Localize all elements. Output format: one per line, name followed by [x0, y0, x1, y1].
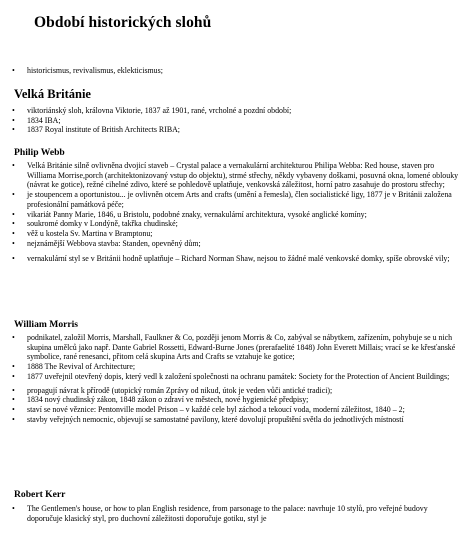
list-item: • viktoriánský sloh, královna Viktorie, 1837 až 1901, rané, vrcholné a pozdní období;	[0, 106, 476, 116]
list-item: • historicismus, revivalismus, eklekticismus;	[0, 66, 476, 76]
list-item: • podnikatel, založil Morris, Marshall, Faulkner & Co, později jenom Morris & Co, zabýval se nábytkem, zařízením, pohybuje se u nich skupina umělců jako např. Dante Gabriel Rossetti, Edward-Burne Jones (prerafaelité 1848) John Everett Millais; vrací se ke křesťanské symbolice, rané renesanci, přitom celá skupina Arts and Crafts se vztahuje ke gotice;	[0, 333, 476, 362]
list-item: • 1834 IBA;	[0, 116, 476, 126]
robert-kerr-list	[0, 504, 476, 523]
philip-webb-list	[0, 161, 476, 264]
intro-list	[0, 66, 476, 76]
list-item: • věž u kostela Sv. Martina v Bramptonu;	[0, 229, 476, 239]
list-item: • 1888 The Revival of Architecture;	[0, 362, 476, 372]
document-title: Období historických slohů	[34, 14, 212, 31]
william-morris-list	[0, 333, 476, 424]
list-item: • The Gentlemen's house, or how to plan English residence, from parsonage to the palace: navrhuje 10 stylů, pro veřejné budovy doporučuje klasický styl, pro duchovní záležitosti doporučuje gotiku, styl je	[0, 504, 476, 523]
list-item: • 1834 nový chudinský zákon, 1848 zákon o zdraví ve městech, nové hygienické předpisy;	[0, 395, 476, 405]
list-item: • vernakulární styl se v Británii hodně uplatňuje – Richard Norman Shaw, nejsou to žádné malé venkovské domky, spíše obrovské vily;	[0, 254, 476, 264]
list-item: • propagují návrat k přírodě (utopický román Zprávy od nikud, útok je veden vůči antické tradici);	[0, 386, 476, 396]
velka-britanie-list	[0, 106, 476, 135]
heading-robert-kerr: Robert Kerr	[14, 489, 66, 500]
heading-philip-webb: Philip Webb	[14, 147, 65, 158]
list-item: • 1877 uveřejnil otevřený dopis, který vedl k založení společnosti na ochranu památek: Society for the Protection of Ancient Buildings;	[0, 372, 476, 382]
heading-william-morris: William Morris	[14, 319, 79, 330]
list-item: • stavby veřejných nemocnic, objevují se samostatné pavilony, které dovolují propuštění světla do jednotlivých místností	[0, 415, 476, 425]
list-item: • Velká Británie silně ovlivněna dvojicí staveb – Crystal palace a vernakulární architekturou Philipa Webba: Red house, staven pro Williama Morrise,porch (architektonizovaný vstup do objektu), strmé střechy, někdy vybaveny doškami, posuvná okna, lomené oblouky (návrat ke gotice), režné cihelné zdivo, které se pohledově uplatňuje, venkovská záležitost, horní patro zasahuje do prostoru střechy;	[0, 161, 476, 190]
list-item: • soukromé domky v Londýně, takřka chudinské;	[0, 219, 476, 229]
list-item: • je stoupencem a oportunistou... je ovlivněn otcem Arts and crafts (umění a řemesla), člen socialistické ligy, 1877 je v Británii založena profesionální památková péče;	[0, 190, 476, 209]
heading-velka-britanie: Velká Británie	[14, 87, 91, 101]
list-item: • vikariát Panny Marie, 1846, u Bristolu, podobné znaky, vernakulární architektura, vysoké anglické komíny;	[0, 210, 476, 220]
list-item: • staví se nové věznice: Pentonville model Prison – v každé cele byl záchod a tekoucí voda, moderní záležitost, 1840 – 2;	[0, 405, 476, 415]
list-item: • 1837 Royal institute of British Architects RIBA;	[0, 125, 476, 135]
list-item: • nejznámější Webbova stavba: Standen, opevněný dům;	[0, 239, 476, 249]
